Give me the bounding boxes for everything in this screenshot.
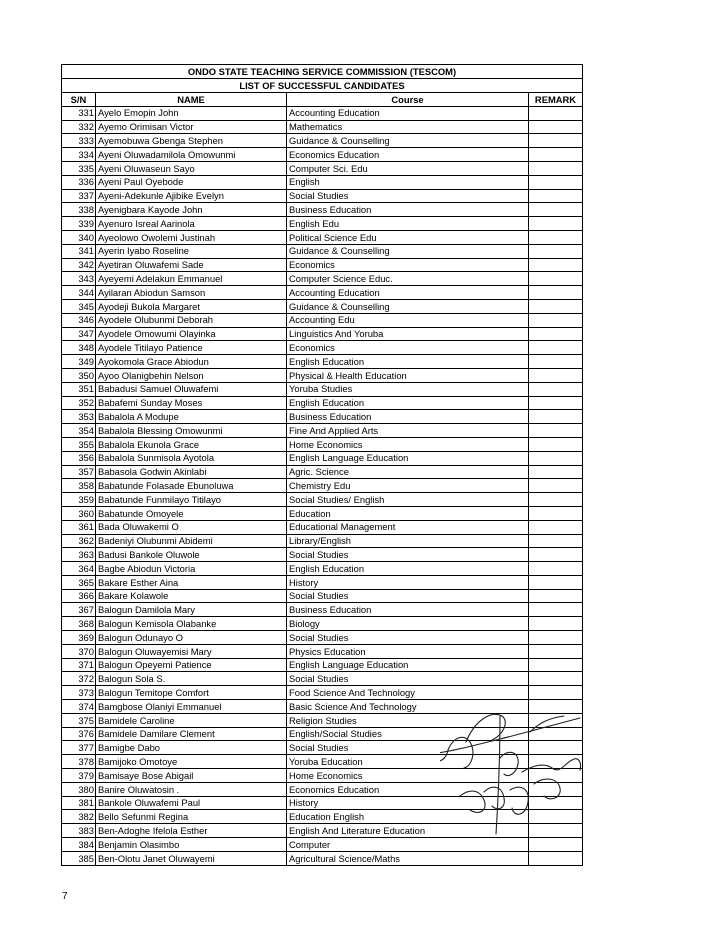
document-subtitle: LIST OF SUCCESSFUL CANDIDATES (62, 79, 583, 93)
row-course: Religion Studies (287, 713, 529, 727)
table-row (62, 782, 583, 796)
table-row (62, 424, 583, 438)
row-name: Balogun Sola S. (96, 672, 287, 686)
row-course: English Education (287, 562, 529, 576)
row-remark (529, 755, 583, 769)
row-course: Education (287, 506, 529, 520)
row-sn: 361 (62, 520, 96, 534)
row-sn: 334 (62, 148, 96, 162)
row-course: Business Education (287, 203, 529, 217)
row-sn: 380 (62, 782, 96, 796)
row-name: Badusi Bankole Oluwole (96, 548, 287, 562)
row-sn: 369 (62, 631, 96, 645)
row-remark (529, 810, 583, 824)
row-sn: 353 (62, 410, 96, 424)
row-course: Political Science Edu (287, 230, 529, 244)
row-name: Babafemi Sunday Moses (96, 396, 287, 410)
row-name: Bakare Kolawole (96, 589, 287, 603)
row-course: English Education (287, 396, 529, 410)
table-row (62, 824, 583, 838)
row-name: Balogun Kemisola Olabanke (96, 617, 287, 631)
row-sn: 383 (62, 824, 96, 838)
row-course: Agricultural Science/Maths (287, 851, 529, 865)
row-name: Babadusi Samuel Oluwafemi (96, 382, 287, 396)
row-sn: 379 (62, 769, 96, 783)
subtitle-row (62, 79, 583, 93)
table-row (62, 838, 583, 852)
row-remark (529, 451, 583, 465)
table-row (62, 520, 583, 534)
row-name: Ayemo Orimisan Victor (96, 120, 287, 134)
row-remark (529, 479, 583, 493)
row-course: English Language Education (287, 451, 529, 465)
row-remark (529, 562, 583, 576)
row-sn: 357 (62, 465, 96, 479)
row-name: Bamigbe Dabo (96, 741, 287, 755)
row-sn: 345 (62, 299, 96, 313)
row-sn: 352 (62, 396, 96, 410)
row-sn: 372 (62, 672, 96, 686)
row-sn: 342 (62, 258, 96, 272)
row-sn: 339 (62, 217, 96, 231)
row-sn: 384 (62, 838, 96, 852)
row-name: Ayeyemi Adelakun Emmanuel (96, 272, 287, 286)
row-name: Ayeni Oluwaseun Sayo (96, 161, 287, 175)
row-course: Physical & Health Education (287, 368, 529, 382)
row-remark (529, 148, 583, 162)
table-row (62, 644, 583, 658)
row-remark (529, 161, 583, 175)
title-row (62, 65, 583, 79)
table-row (62, 851, 583, 865)
table-row (62, 175, 583, 189)
row-name: Ayeni-Adekunle Ajibike Evelyn (96, 189, 287, 203)
row-sn: 359 (62, 493, 96, 507)
table-row (62, 313, 583, 327)
table-row (62, 755, 583, 769)
row-name: Bamidele Caroline (96, 713, 287, 727)
table-row (62, 382, 583, 396)
row-remark (529, 299, 583, 313)
row-course: Economics Education (287, 782, 529, 796)
row-sn: 336 (62, 175, 96, 189)
row-sn: 332 (62, 120, 96, 134)
row-name: Babatunde Folasade Ebunoluwa (96, 479, 287, 493)
row-name: Babatunde Omoyele (96, 506, 287, 520)
table-row (62, 562, 583, 576)
row-sn: 335 (62, 161, 96, 175)
table-row (62, 203, 583, 217)
row-name: Benjamin Olasimbo (96, 838, 287, 852)
table-row (62, 796, 583, 810)
row-name: Ayodele Titilayo Patience (96, 341, 287, 355)
row-name: Balogun Opeyemi Patience (96, 658, 287, 672)
table-row (62, 603, 583, 617)
row-name: Bamgbose Olaniyi Emmanuel (96, 700, 287, 714)
row-name: Babatunde Funmilayo Titilayo (96, 493, 287, 507)
table-row (62, 465, 583, 479)
row-course: Social Studies (287, 189, 529, 203)
row-remark (529, 658, 583, 672)
row-name: Ayenuro Isreal Aarinola (96, 217, 287, 231)
table-row (62, 658, 583, 672)
table-row (62, 548, 583, 562)
row-course: Accounting Education (287, 286, 529, 300)
table-row (62, 244, 583, 258)
row-name: Ayerin Iyabo Roseline (96, 244, 287, 258)
table-row (62, 368, 583, 382)
table-row (62, 686, 583, 700)
candidates-table (61, 64, 583, 866)
table-row (62, 230, 583, 244)
row-sn: 360 (62, 506, 96, 520)
row-course: Fine And Applied Arts (287, 424, 529, 438)
row-course: English And Literature Education (287, 824, 529, 838)
table-row (62, 410, 583, 424)
row-course: Education English (287, 810, 529, 824)
row-sn: 365 (62, 575, 96, 589)
table-row (62, 769, 583, 783)
table-row (62, 258, 583, 272)
row-course: Social Studies (287, 741, 529, 755)
row-remark (529, 327, 583, 341)
row-course: Mathematics (287, 120, 529, 134)
row-sn: 354 (62, 424, 96, 438)
row-sn: 364 (62, 562, 96, 576)
row-remark (529, 782, 583, 796)
row-name: Ayeni Oluwadamilola Omowunmi (96, 148, 287, 162)
row-name: Bamijoko Omotoye (96, 755, 287, 769)
row-remark (529, 686, 583, 700)
table-row (62, 672, 583, 686)
row-remark (529, 313, 583, 327)
row-remark (529, 189, 583, 203)
row-remark (529, 203, 583, 217)
row-name: Balogun Temitope Comfort (96, 686, 287, 700)
table-row (62, 272, 583, 286)
row-remark (529, 644, 583, 658)
row-remark (529, 286, 583, 300)
row-course: Computer Sci. Edu (287, 161, 529, 175)
row-remark (529, 134, 583, 148)
row-name: Ayeni Paul Oyebode (96, 175, 287, 189)
row-course: Accounting Education (287, 106, 529, 120)
row-sn: 349 (62, 355, 96, 369)
row-sn: 363 (62, 548, 96, 562)
row-course: Chemistry Edu (287, 479, 529, 493)
row-sn: 366 (62, 589, 96, 603)
row-name: Ayenigbara Kayode John (96, 203, 287, 217)
row-name: Ayilaran Abiodun Samson (96, 286, 287, 300)
row-remark (529, 769, 583, 783)
row-remark (529, 258, 583, 272)
row-course: Computer (287, 838, 529, 852)
row-course: Home Economics (287, 769, 529, 783)
row-sn: 358 (62, 479, 96, 493)
row-name: Balogun Damilola Mary (96, 603, 287, 617)
row-remark (529, 851, 583, 865)
row-name: Bada Oluwakemi O (96, 520, 287, 534)
row-name: Bamisaye Bose Abigail (96, 769, 287, 783)
row-sn: 385 (62, 851, 96, 865)
row-name: Babalola Ekunola Grace (96, 437, 287, 451)
row-course: Guidance & Counselling (287, 134, 529, 148)
row-remark (529, 355, 583, 369)
row-name: Bello Sefunmi Regina (96, 810, 287, 824)
row-course: Economics Education (287, 148, 529, 162)
row-name: Babasola Godwin Akinlabi (96, 465, 287, 479)
row-course: Biology (287, 617, 529, 631)
row-sn: 374 (62, 700, 96, 714)
table-row (62, 148, 583, 162)
table-row (62, 713, 583, 727)
row-remark (529, 603, 583, 617)
row-sn: 347 (62, 327, 96, 341)
row-course: Social Studies/ English (287, 493, 529, 507)
row-remark (529, 700, 583, 714)
row-name: Babalola Blessing Omowunmi (96, 424, 287, 438)
row-remark (529, 175, 583, 189)
row-course: Social Studies (287, 672, 529, 686)
row-remark (529, 520, 583, 534)
row-sn: 381 (62, 796, 96, 810)
table-row (62, 217, 583, 231)
row-course: Linguistics And Yoruba (287, 327, 529, 341)
row-course: History (287, 796, 529, 810)
row-name: Banire Oluwatosin . (96, 782, 287, 796)
row-name: Balogun Odunayo O (96, 631, 287, 645)
row-course: Agric. Science (287, 465, 529, 479)
row-remark (529, 589, 583, 603)
row-course: English/Social Studies (287, 727, 529, 741)
row-name: Ayeolowo Owolemi Justinah (96, 230, 287, 244)
row-sn: 376 (62, 727, 96, 741)
row-course: Library/English (287, 534, 529, 548)
row-name: Ayodele Omowumi Olayinka (96, 327, 287, 341)
row-remark (529, 341, 583, 355)
row-sn: 344 (62, 286, 96, 300)
row-course: Social Studies (287, 589, 529, 603)
row-remark (529, 382, 583, 396)
row-sn: 348 (62, 341, 96, 355)
table-row (62, 286, 583, 300)
row-sn: 362 (62, 534, 96, 548)
row-name: Balogun Oluwayemisi Mary (96, 644, 287, 658)
row-sn: 331 (62, 106, 96, 120)
table-row (62, 327, 583, 341)
table-row (62, 575, 583, 589)
row-course: Economics (287, 258, 529, 272)
table-row (62, 534, 583, 548)
table-row (62, 631, 583, 645)
row-remark (529, 120, 583, 134)
row-sn: 346 (62, 313, 96, 327)
row-remark (529, 396, 583, 410)
row-remark (529, 713, 583, 727)
row-course: English (287, 175, 529, 189)
row-name: Bamidele Damilare Clement (96, 727, 287, 741)
row-course: Business Education (287, 410, 529, 424)
row-remark (529, 368, 583, 382)
row-remark (529, 796, 583, 810)
row-sn: 371 (62, 658, 96, 672)
row-course: Economics (287, 341, 529, 355)
row-course: English Language Education (287, 658, 529, 672)
table-row (62, 161, 583, 175)
row-sn: 356 (62, 451, 96, 465)
row-name: Ayodeji Bukola Margaret (96, 299, 287, 313)
document-title: ONDO STATE TEACHING SERVICE COMMISSION (TESCOM) (62, 65, 583, 79)
row-sn: 343 (62, 272, 96, 286)
column-header-row (62, 93, 583, 107)
row-sn: 367 (62, 603, 96, 617)
row-remark (529, 575, 583, 589)
table-row (62, 506, 583, 520)
table-row (62, 617, 583, 631)
row-remark (529, 741, 583, 755)
row-remark (529, 824, 583, 838)
row-course: Educational Management (287, 520, 529, 534)
row-remark (529, 465, 583, 479)
row-course: Food Science And Technology (287, 686, 529, 700)
row-name: Bakare Esther Aina (96, 575, 287, 589)
row-remark (529, 424, 583, 438)
row-remark (529, 410, 583, 424)
row-name: Bagbe Abiodun Victoria (96, 562, 287, 576)
column-header-remark: REMARK (529, 93, 583, 107)
row-sn: 368 (62, 617, 96, 631)
row-remark (529, 272, 583, 286)
row-name: Ayetiran Oluwafemi Sade (96, 258, 287, 272)
table-row (62, 355, 583, 369)
table-row (62, 134, 583, 148)
row-remark (529, 548, 583, 562)
row-course: Guidance & Counselling (287, 244, 529, 258)
row-remark (529, 437, 583, 451)
row-remark (529, 534, 583, 548)
row-remark (529, 230, 583, 244)
row-sn: 340 (62, 230, 96, 244)
row-name: Badeniyi Olubunmi Abidemi (96, 534, 287, 548)
column-header-sn: S/N (62, 93, 96, 107)
row-remark (529, 672, 583, 686)
row-name: Ben-Adoghe Ifelola Esther (96, 824, 287, 838)
row-name: Ben-Olotu Janet Oluwayemi (96, 851, 287, 865)
row-sn: 337 (62, 189, 96, 203)
row-course: English Education (287, 355, 529, 369)
row-course: Physics Education (287, 644, 529, 658)
column-header-name: NAME (96, 93, 287, 107)
page-number: 7 (62, 891, 68, 902)
row-course: Computer Science Educ. (287, 272, 529, 286)
row-sn: 375 (62, 713, 96, 727)
row-name: Ayodele Olubunmi Deborah (96, 313, 287, 327)
row-sn: 338 (62, 203, 96, 217)
row-remark (529, 727, 583, 741)
row-course: Accounting Edu (287, 313, 529, 327)
row-sn: 377 (62, 741, 96, 755)
table-row (62, 299, 583, 313)
row-remark (529, 838, 583, 852)
row-course: Basic Science And Technology (287, 700, 529, 714)
table-body (62, 106, 583, 865)
row-sn: 378 (62, 755, 96, 769)
table-row (62, 451, 583, 465)
table-row (62, 589, 583, 603)
row-course: Yoruba Education (287, 755, 529, 769)
row-course: Guidance & Counselling (287, 299, 529, 313)
table-row (62, 396, 583, 410)
row-name: Bankole Oluwafemi Paul (96, 796, 287, 810)
row-remark (529, 106, 583, 120)
row-course: History (287, 575, 529, 589)
row-remark (529, 217, 583, 231)
row-sn: 370 (62, 644, 96, 658)
row-remark (529, 617, 583, 631)
row-course: Social Studies (287, 548, 529, 562)
row-sn: 350 (62, 368, 96, 382)
row-sn: 373 (62, 686, 96, 700)
row-course: Yoruba Studies (287, 382, 529, 396)
row-course: Home Economics (287, 437, 529, 451)
table-row (62, 479, 583, 493)
table-row (62, 437, 583, 451)
table-row (62, 341, 583, 355)
row-course: Social Studies (287, 631, 529, 645)
row-sn: 333 (62, 134, 96, 148)
table-row (62, 106, 583, 120)
table-row (62, 741, 583, 755)
row-sn: 382 (62, 810, 96, 824)
row-name: Ayelo Emopin John (96, 106, 287, 120)
row-remark (529, 631, 583, 645)
row-name: Ayemobuwa Gbenga Stephen (96, 134, 287, 148)
row-name: Babalola A Modupe (96, 410, 287, 424)
row-name: Ayokomola Grace Abiodun (96, 355, 287, 369)
row-remark (529, 244, 583, 258)
row-sn: 341 (62, 244, 96, 258)
row-remark (529, 493, 583, 507)
table-row (62, 493, 583, 507)
row-course: Business Education (287, 603, 529, 617)
row-name: Ayoo Olanigbehin Nelson (96, 368, 287, 382)
table-row (62, 727, 583, 741)
table-row (62, 700, 583, 714)
row-remark (529, 506, 583, 520)
row-name: Babalola Sunmisola Ayotola (96, 451, 287, 465)
table-row (62, 120, 583, 134)
row-sn: 355 (62, 437, 96, 451)
column-header-course: Course (287, 93, 529, 107)
table-row (62, 810, 583, 824)
table-row (62, 189, 583, 203)
row-course: English Edu (287, 217, 529, 231)
row-sn: 351 (62, 382, 96, 396)
